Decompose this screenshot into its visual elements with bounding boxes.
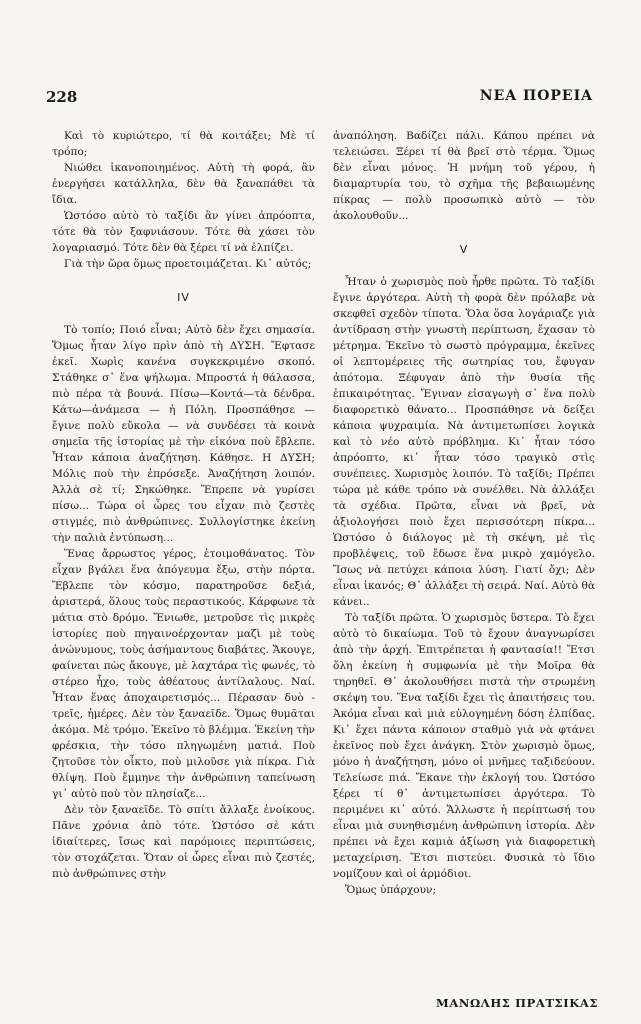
paragraph: Τὸ τοπίο; Ποιό εἶναι; Αὐτὸ δὲν ἔχει σημασία. Ὅμως ἦταν λίγο πρὶν ἀπὸ τὴ ΔΥΣΗ. Ἔφτασε ἐκεῖ. Χωρὶς κανένα συγκεκριμένο σκοπό. Στάθηκε σ᾿ ἕνα ψήλωμα. Μπροστά ἡ θάλασσα, πιὸ πέρα τὰ βουνά. Πίσω—Κοντά—τὰ δένδρα. Κάτω—ἀνάμεσα — ἡ Πόλη. Προσπάθησε — ἔγινε πολὺ εὔκολα — νὰ συνδέσει τὰ κοινὰ σημεῖα τῆς ἱστορίας μὲ τὴν εἰκόνα ποὺ ἔβλεπε. Ἦταν κάποια ἀναζήτηση. Κάθησε. Η ΔΥΣΗ; Μόλις ποὺ τὴν ἐπρόσεξε. Ἀναζήτηση λοιπόν. Ἀλλὰ σὲ τί; Σηκώθηκε. Ἔπρεπε νὰ γυρίσει πίσω... Τώρα οἱ ὧρες του εἶχαν πιὸ ζεστὲς στιγμές, πιὸ ἀνθρώπινες. Συλλογίστηκε ἐκείνη τὴν παλιὰ ἐντύπωση... bbox=[52, 324, 315, 544]
right-column bbox=[333, 128, 595, 898]
page-header bbox=[46, 88, 593, 110]
paragraph: Νιώθει ἱκανοποιημένος. Αὐτὴ τὴ φορά, ἂν ἐνεργήσει κατάλληλα, δὲν θὰ ξαναπάθει τὰ ἴδια. bbox=[52, 162, 315, 206]
left-column bbox=[52, 128, 315, 882]
journal-title: ΝΕΑ ΠΟΡΕΙΑ bbox=[479, 88, 593, 104]
paragraph: Ὅμως ὑπάρχουν; bbox=[345, 884, 437, 896]
paragraph: Ὡστόσο αὐτὸ τὸ ταξίδι ἂν γίνει ἀπρόοπτα, τότε θὰ τὸν ξαφνιάσουν. Τότε θὰ χάσει τὸν λογαριασμό. Τότε δὲν θὰ ξέρει τί νὰ ἐλπίζει. bbox=[52, 210, 315, 254]
paragraph: Τὸ ταξίδι πρῶτα. Ὁ χωρισμὸς ὕστερα. Τὸ ἔχει αὐτὸ τὸ δικαίωμα. Τοῦ τὸ ἔχουν ἀναγνωρίσει ἀπὸ τὴν ἀρχή. Ἐπιτρέπεται ἡ φαντασία!! Ἔτσι ὅλη ἐκείνη ἡ συμφωνία μὲ τὴν Μοῖρα θὰ τηρηθεῖ. Θ᾿ ἀκολουθήσει πιστὰ τὴν στρωμένη σκέψη του. Ἕνα ταξίδι ἔχει τὶς ἀπαιτήσεις του. Ἀκόμα εἶναι καὶ μιὰ εὐλογημένη δόση ἐλπίδας. Κι᾿ ἔχει πάντα κάποιον σταθμὸ γιὰ νὰ φτάνει ἐκεῖνος ποὺ ἔχει ἀνάγκη. Στὸν χωρισμὸ ὅμως, μόνο ἡ ἀναζήτηση, μόνο οἱ μνῆμες ταξιδεύουν. Τελείωσε πιά. Ἔκανε τὴν ἐκλογή του. Ὡστόσο ξέρει τί θ᾿ ἀντιμετωπίσει ἀργότερα. Τὸ περιμένει κι᾿ αὐτό. Ἄλλωστε ἡ περίπτωσή του εἶναι μιὰ συνηθισμένη ἀνθρώπινη ἱστορία. Δὲν πρέπει νὰ ἔχει καμιὰ ἀξίωση γιὰ διαφορετικὴ μεταχείριση. Ἔτσι πιστεύει. Φυσικὰ τὸ ἴδιο νομίζουν καὶ οἱ ἁρμόδιοι. bbox=[333, 612, 595, 880]
section-heading-v: V bbox=[459, 243, 469, 256]
paragraph: Καὶ τὸ κυριώτερο, τί θὰ κοιτάξει; Μὲ τί τρόπο; bbox=[52, 130, 315, 158]
paragraph: Γιὰ τὴν ὥρα ὅμως προετοιμάζεται. Κι᾿ αὐτός; bbox=[64, 258, 312, 270]
section-heading-iv: IV bbox=[177, 291, 190, 304]
page-number: 228 bbox=[46, 88, 78, 106]
paragraph: Ἦταν ὁ χωρισμὸς ποὺ ἦρθε πρῶτα. Τὸ ταξίδι ἔγινε ἀργότερα. Αὐτὴ τὴ φορὰ δὲν πρόλαβε νὰ σκεφθεῖ σχεδὸν τίποτα. Ὅλα ὅσα λογάριαζε γιὰ ἀντίδραση στὴν γνωστὴ περίπτωση, ἔχασαν τὸ μέτρημα. Ἐκεῖνο τὸ σωστὸ πρόγραμμα, ἐκεῖνες οἱ λεπτομέρειες τῆς σωτηρίας του, ἔφυγαν ἀπότομα. Ξέφυγαν ἀπὸ τὴν θυσία τῆς ἐπικαιρότητας. Ἔγιναν εἰσαγωγὴ σ᾿ ἕνα πολὺ διαφορετικὸ θάνατο... Προσπάθησε νὰ δείξει κάποια ψυχραιμία. Νὰ ἀντιμετωπίσει λογικὰ καὶ τὸ νέο αὐτὸ πρόβλημα. Κι᾿ ἦταν τόσο ἀπρόοπτο, κι᾿ ἦταν τόσο τραγικὸ στὶς συνέπειες. Χωρισμὸς λοιπόν. Τὸ ταξίδι; Πρέπει τώρα μὲ κάθε τρόπο νὰ συνέλθει. Νὰ ἀλλάξει τὰ σχέδια. Πρῶτα, εἶναι νὰ βρεῖ, νὰ ἀξιολογήσει ποιὸ ἔχει περισσότερη πίκρα... Ὡστόσο ὁ διάλογος μὲ τὴ σκέψη, μὲ τὶς προβλέψεις, τοῦ ἔδωσε ἕνα μικρὸ χαμόγελο. Ἴσως νὰ πετύχει κάποια λύση. Γιατί ὄχι; Δὲν εἶναι ἱκανός; Θ᾿ ἀλλάξει τὴ σειρά. Ναί. Αὐτὸ θὰ κάνει.. bbox=[333, 276, 595, 608]
paragraph: ἀναπόληση. Βαδίζει πάλι. Κάπου πρέπει νὰ τελειώσει. Ξέρει τί θὰ βρεῖ στὸ τέρμα. Ὅμως δὲν εἶναι μόνος. Ἡ μνήμη τοῦ γέρου, ἡ διαμαρτυρία του, τὸ σχῆμα τῆς βεβαιωμένης πίκρας — πολὺ προσωπικὸ αὐτὸ — τὸν ἀκολουθοῦν... bbox=[333, 130, 595, 222]
paragraph: Ἕνας ἄρρωστος γέρος, ἑτοιμοθάνατος. Τὸν εἶχαν βγάλει ἕνα ἀπόγευμα ἔξω, στὴν πόρτα. Ἔβλεπε τὸν κόσμο, παρατηροῦσε δεξιά, ἀριστερά, ὅλους τοὺς περαστικούς. Κάρφωνε τὰ μάτια στὸ δρόμο. Ἔνιωθε, μετροῦσε τὶς μικρὲς ἱστορίες ποὺ πηγαινοέρχονταν μαζὶ μὲ τοὺς ἀνώνυμους, τοὺς ἀσήμαντους διαβάτες. Ἄκουγε, φαίνεται πὼς ἄκουγε, μὲ λαχτάρα τὶς φωνές, τὸ στέρεο ἦχο, τοὺς ἀθέατους ἀντίλαλους. Ναί. Ἦταν ἕνας ἀποχαιρετισμός... Πέρασαν δυὸ - τρεῖς, ἡμέρες. Δὲν τὸν ξαναεῖδε. Ὅμως θυμᾶται ἀκόμα. Μὲ τρόμο. Ἐκεῖνο τὸ βλέμμα. Ἐκείνη τὴν φρέσκια, τὴν τόσο πληγωμένη ματιά. Ποὺ ζητοῦσε τὸν οἶκτο, ποὺ μιλοῦσε γιὰ πίκρα. Γιὰ θλίψη. Ποὺ ἔμμηνε τὴν ἀνθρώπινη ταπείνωση γι᾿ αὐτὸ ποὺ τὸν πλησίαζε... bbox=[52, 548, 315, 800]
paragraph: Δὲν τὸν ξαναεῖδε. Τὸ σπίτι ἄλλαξε ἐνοίκους. Πᾶνε χρόνια ἀπὸ τότε. Ὡστόσο σὲ κάτι ἰδιαίτερες, ἴσως καὶ παρόμοιες περιπτώσεις, τὸν στοχάζεται. Ὅταν οἱ ὧρες εἶναι πιὸ ζεστές, πιὸ ἀνθρώπινες στὴν bbox=[52, 804, 315, 880]
author-signature: ΜΑΝΩΛΗΣ ΠΡΑΤΣΙΚΑΣ bbox=[436, 996, 599, 1010]
